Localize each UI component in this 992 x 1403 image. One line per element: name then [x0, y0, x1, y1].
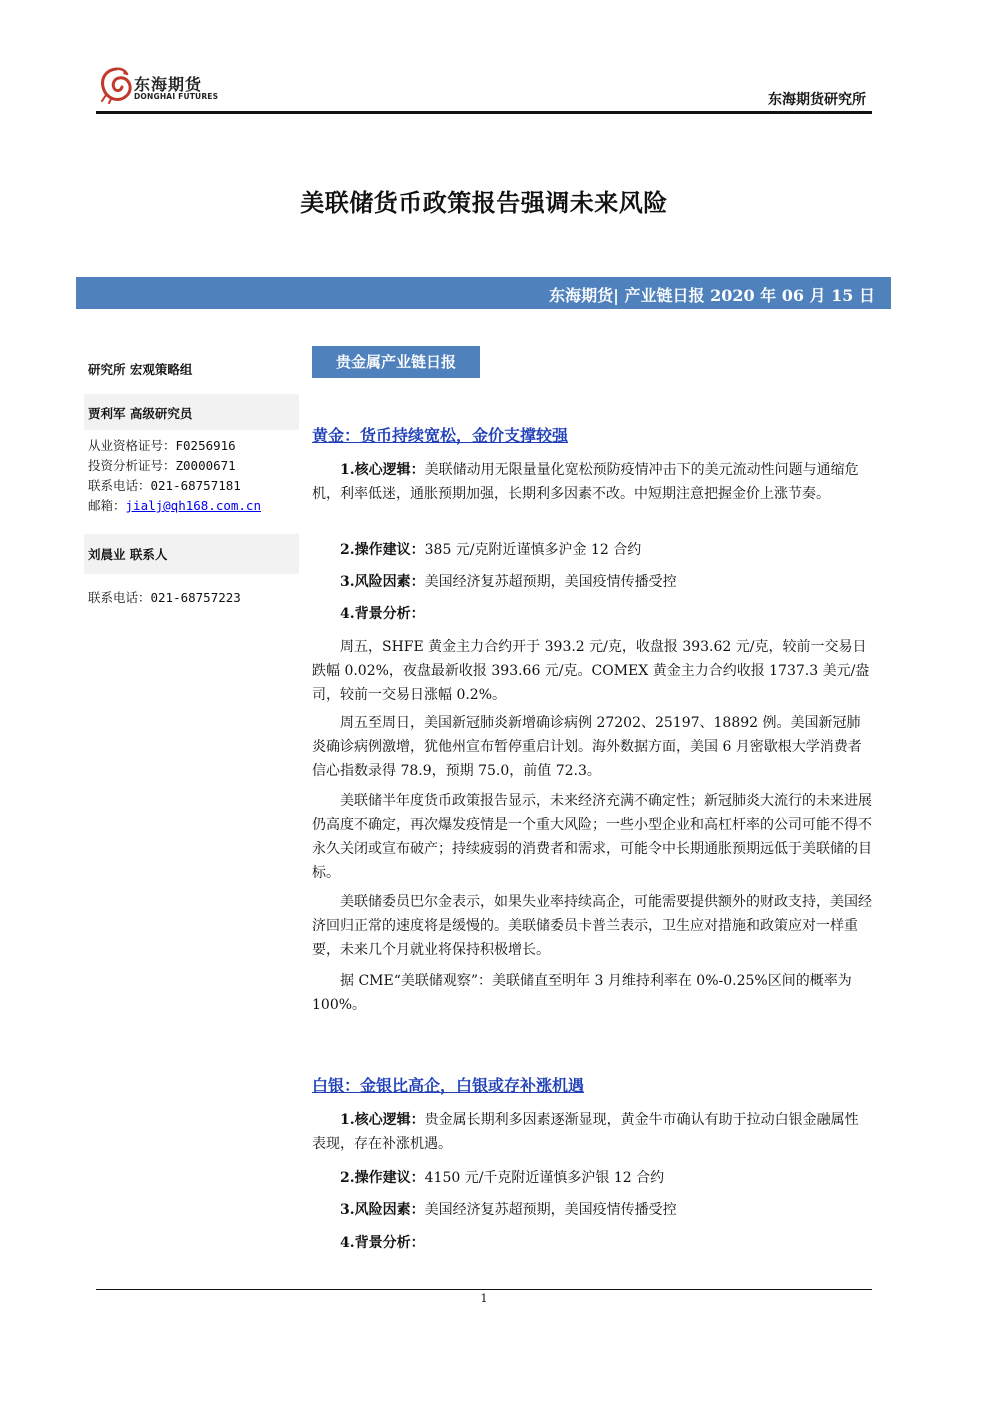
gold-op-text: 385 元/克附近谨慎多沪金 12 合约	[424, 542, 642, 558]
header-divider	[96, 111, 872, 114]
gold-paragraph: 周五至周日，美国新冠肺炎新增确诊病例 27202、25197、18892 例。美国新冠肺炎确诊病例激增，犹他州宣布暂停重启计划。海外数据方面，美国 6 月密歇根大学消费者信心指数录得 78.9，预期 75.0，前值 72.3。	[312, 715, 862, 779]
email-label: 邮箱：	[88, 498, 126, 513]
page-title: 美联储货币政策报告强调未来风险	[300, 188, 668, 217]
logo-text-en: DONGHAI FUTURES	[134, 92, 219, 101]
silver-risk	[312, 1198, 872, 1222]
silver-heading: 白银：金银比高企，白银或存补涨机遇	[312, 1076, 585, 1095]
gold-risk	[312, 570, 872, 594]
banner-text: 东海期货| 产业链日报 2020 年 06 月 15 日	[549, 286, 875, 305]
analyst-qualification: 从业资格证号：F0256916	[88, 438, 236, 453]
section-tag: 贵金属产业链日报	[312, 346, 480, 378]
gold-paragraph: 周五，SHFE 黄金主力合约开于 393.2 元/克，收盘报 393.62 元/克，较前一交易日跌幅 0.02%，夜盘最新收报 393.66 元/克。COMEX 黄金主力合约收报 1737.3 美元/盎司，较前一交易日涨幅 0.2%。	[312, 639, 870, 703]
silver-op-text: 4150 元/千克附近谨慎多沪银 12 合约	[424, 1170, 665, 1186]
silver-risk-text: 美国经济复苏超预期，美国疫情传播受控	[424, 1202, 677, 1218]
analyst-name: 贾利军 高级研究员	[88, 406, 193, 421]
footer-divider	[96, 1289, 872, 1290]
gold-risk-label: 3.风险因素：	[340, 574, 425, 590]
silver-operation	[312, 1166, 872, 1190]
report-banner	[76, 277, 891, 309]
dragon-logo-icon	[98, 66, 134, 104]
gold-paragraph: 据 CME“美联储观察”：美联储直至明年 3 月维持利率在 0%-0.25%区间的概率为 100%。	[312, 973, 852, 1013]
silver-core-label: 1.核心逻辑：	[340, 1112, 425, 1128]
gold-op-label: 2.操作建议：	[340, 542, 425, 558]
sidebar-analyst-header	[84, 394, 299, 430]
gold-heading: 黄金：货币持续宽松，金价支撑较强	[312, 426, 569, 445]
silver-risk-label: 3.风险因素：	[340, 1202, 425, 1218]
analyst-phone: 联系电话：021-68757181	[88, 478, 241, 493]
sidebar-contact-header	[84, 534, 299, 574]
gold-paragraph: 美联储半年度货币政策报告显示，未来经济充满不确定性；新冠肺炎大流行的未来进展仍高度不确定，再次爆发疫情是一个重大风险；一些小型企业和高杠杆率的公司可能不得不永久关闭或宣布破产；持续疲弱的消费者和需求，可能令中长期通胀预期远低于美联储的目标。	[312, 793, 872, 881]
gold-core-logic	[312, 458, 872, 506]
contact-phone: 联系电话：021-68757223	[88, 590, 241, 605]
analyst-invest-cert: 投资分析证号：Z0000671	[88, 458, 236, 473]
gold-risk-text: 美国经济复苏超预期，美国疫情传播受控	[424, 574, 677, 590]
gold-operation	[312, 538, 872, 562]
silver-op-label: 2.操作建议：	[340, 1170, 425, 1186]
gold-core-text: 美联储动用无限量量化宽松预防疫情冲击下的美元流动性问题与通缩危机，利率低迷，通胀预期加强，长期利多因素不改。中短期注意把握金价上涨节奏。	[312, 462, 859, 502]
institute-name: 东海期货研究所	[768, 92, 866, 108]
contact-name: 刘晨业 联系人	[88, 547, 168, 562]
page-number: 1	[480, 1292, 488, 1305]
sidebar-analyst-info	[88, 436, 303, 516]
gold-background-label: 4.背景分析：	[340, 606, 425, 622]
company-logo	[98, 66, 248, 108]
sidebar-department: 研究所 宏观策略组	[88, 362, 193, 377]
gold-paragraph: 美联储委员巴尔金表示，如果失业率持续高企，可能需要提供额外的财政支持，美国经济回归正常的速度将是缓慢的。美联储委员卡普兰表示，卫生应对措施和政策应对一样重要，未来几个月就业将保持积极增长。	[312, 894, 872, 958]
email-link[interactable]: jialj@qh168.com.cn	[125, 498, 261, 513]
silver-core-text: 贵金属长期利多因素逐渐显现，黄金牛市确认有助于拉动白银金融属性表现，存在补涨机遇。	[312, 1112, 859, 1152]
gold-core-label: 1.核心逻辑：	[340, 462, 425, 478]
analyst-email-row	[88, 496, 303, 516]
logo-text-cn: 东海期货	[134, 75, 203, 94]
silver-background-label: 4.背景分析：	[340, 1235, 425, 1251]
silver-core-logic	[312, 1108, 872, 1156]
